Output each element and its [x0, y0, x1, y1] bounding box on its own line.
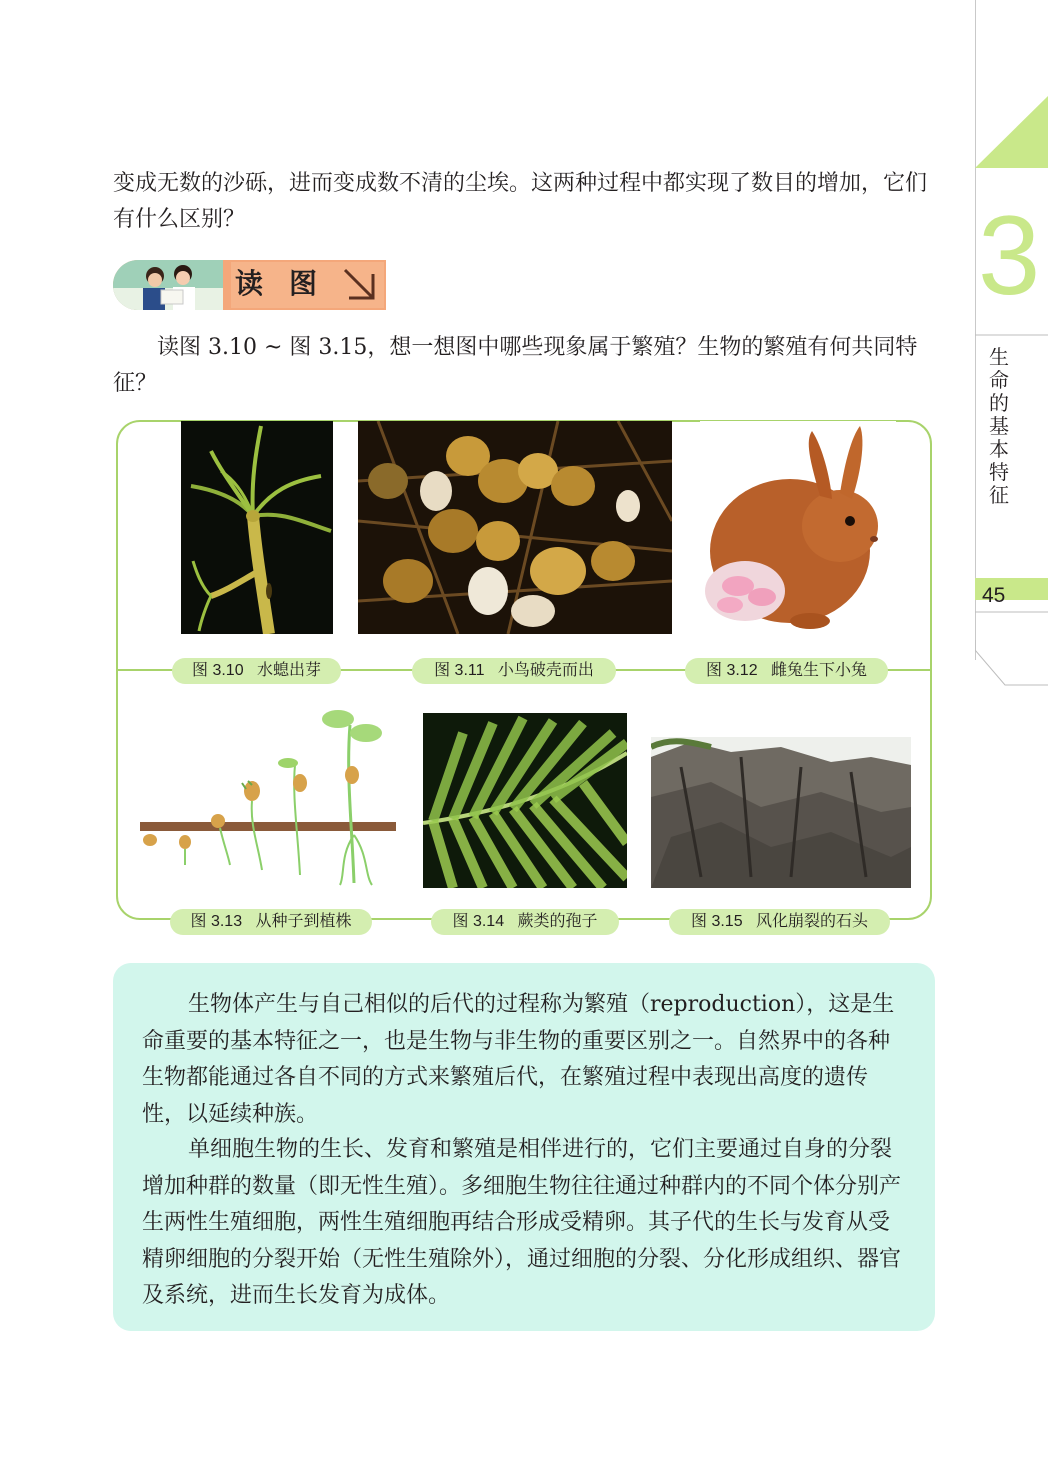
weathered-rock-photo — [651, 737, 911, 888]
caption-fig-3-13: 图 3.13 从种子到植株 — [170, 909, 372, 935]
caption-fig-3-11: 图 3.11 小鸟破壳而出 — [412, 658, 616, 684]
caption-fig-3-14: 图 3.14 蕨类的孢子 — [431, 909, 619, 935]
reading-prompt: 读图 3.10 ~ 图 3.15，想一想图中哪些现象属于繁殖？生物的繁殖有何共同特征？ — [113, 335, 918, 396]
chicks-hatching-photo — [358, 421, 672, 634]
arrow-down-right-icon — [339, 264, 383, 304]
caption-fig-3-15: 图 3.15 风化崩裂的石头 — [669, 909, 890, 935]
page-number: 45 — [982, 584, 1006, 607]
seed-to-plant-illustration — [140, 705, 396, 890]
rabbit-with-babies-illustration — [700, 421, 896, 649]
banner-label: 读图 — [235, 267, 344, 300]
caption-fig-3-12: 图 3.12 雌兔生下小兔 — [685, 658, 888, 684]
intro-paragraph: 变成无数的沙砾，进而变成数不清的尘埃。这两种过程中都实现了数目的增加，它们有什么区别？ — [113, 171, 928, 232]
chapter-number: 3 — [978, 193, 1041, 318]
definition-box — [113, 963, 935, 1331]
students-reading-icon — [113, 260, 223, 310]
read-figure-banner — [113, 256, 386, 312]
hydra-budding-photo — [181, 421, 333, 634]
definition-paragraph-1: 生物体产生与自己相似的后代的过程称为繁殖（reproduction），这是生命重要的基本特征之一，也是生物与非生物的重要区别之一。自然界中的各种生物都能通过各自不同的方式来繁殖后代，在繁殖过程中表现出高度的遗传性，以延续种族。 — [142, 992, 895, 1127]
chapter-title: 生命的基本特征 — [989, 345, 1009, 507]
fern-spores-photo — [423, 713, 627, 888]
caption-fig-3-10: 图 3.10 水螅出芽 — [172, 658, 341, 684]
definition-paragraph-2: 单细胞生物的生长、发育和繁殖是相伴进行的，它们主要通过自身的分裂增加种群的数量（即无性生殖）。多细胞生物往往通过种群内的不同个体分别产生两性生殖细胞，两性生殖细胞再结合形成受精卵。其子代的生长与发育从受精卵细胞的分裂开始（无性生殖除外），通过细胞的分裂、分化形成组织、器官及系统，进而生长发育为成体。 — [142, 1137, 902, 1308]
